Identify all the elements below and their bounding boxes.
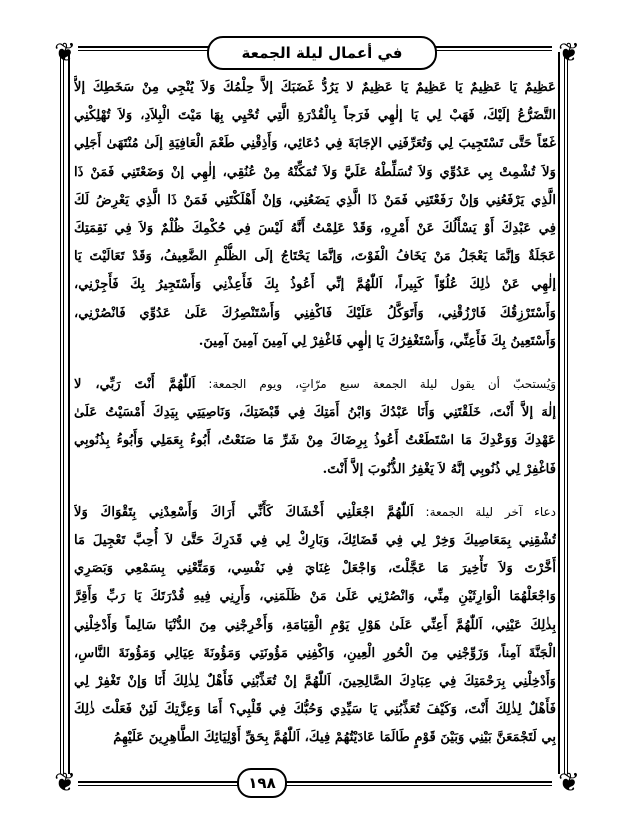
text-line [74, 74, 556, 102]
supplication-text: عَجَلَةٌ وَإنَّمَا يَعْجَلُ مَنْ يَخَافُ الْفَوْتَ، وَإنَّمَا يَحْتَاجُ إلَى الظُّلْمِ الضَّعِيفُ، وَقَدْ تَعَالَيْتَ يَا [74, 249, 556, 265]
supplication-text: الْجَنَّةَ آمِناً، وَزَوِّجْنِي مِنَ الْحُورِ الْعِينِ، وَاكْفِنِي مَؤُونَتِي وَمَؤُونَةَ عِيَالِي وَمَؤُونَةَ النَّاسِ، [74, 645, 556, 661]
frame-inner-right-line [558, 52, 560, 774]
page-number: ١٩٨ [248, 774, 276, 792]
text-line [74, 724, 556, 752]
text-line [74, 498, 556, 527]
paragraph-gap [74, 356, 556, 370]
paragraph-dua-1-continued [74, 74, 556, 356]
page-number-badge [237, 768, 287, 798]
text-line [74, 555, 556, 583]
supplication-text: وَأَسْتَعِينُ بِكَ فَأَعِنِّي، وَأَسْتَغْفِرُكَ يَا إلٰهِي فَاغْفِرْ لِي آمِينَ آمِينَ آمِينَ. [198, 333, 556, 349]
text-line [74, 102, 556, 130]
text-line [74, 159, 556, 187]
frame-inner-left-line [68, 52, 70, 774]
text-line [74, 271, 556, 299]
supplication-text: عَظِيمٌ يَا عَظِيمٌ يَا عَظِيمٌ يَا عَظِيمٌ لا يَرُدُّ غَضَبَكَ إلاَّ حِلْمُكَ وَلاَ يُنْجِي مِنْ سَخَطِكَ إلاَّ [74, 80, 556, 95]
text-line [74, 399, 556, 427]
supplication-text: وَأَسْتَرْزِقُكَ فَارْزُقْنِي، وَأَتَوَكَّلُ عَلَيْكَ فَاكْفِنِي وَأَسْتَنْصِرُكَ عَلَىٰ عَدُوِّي فَانْصُرْنِي، [74, 305, 556, 321]
supplication-text: وَاجْعَلْهُمَا الْوَارِثَيْنِ مِنِّي، وَانْصُرْنِي عَلَىٰ مَنْ ظَلَمَنِي، وَأَرِنِي فِيهِ قُدْرَتَكَ يَا رَبِّ وَأَقِرَّ [74, 589, 556, 605]
text-line [74, 427, 556, 455]
running-header [207, 36, 437, 70]
bottom-border-rule [78, 781, 552, 786]
paragraph-gap [74, 484, 556, 498]
supplication-text: الَّذِي يَرْفَعُنِي وَإنْ رَفَعْتَنِي فَمَنْ ذَا الَّذِي يَضَعُنِي، وَإنْ أَهْلَكْتَنِي فَمَنْ ذَا الَّذِي يَعْرِضُ لَكَ [74, 192, 556, 208]
ornament-corner-icon: ❦ [558, 38, 580, 68]
paragraph-dua-3 [74, 498, 556, 753]
supplication-text: بِي لَتَجْمَعَنَّ بَيْنِي وَبَيْنَ قَوْمٍ طَالَمَا عَادَيْتُهُمْ فِيكَ، اَللّٰهُمَّ بِحَقِّ أَوْلِيَائِكَ الطَّاهِرِينَ عَلَيْهِمُ [113, 730, 556, 746]
supplication-text: اَللّٰهُمَّ اجْعَلْنِي أَخْشَاكَ كَأَنِّي أَرَاكَ وَأَسْعِدْنِي بِتَقْوَاكَ وَلاَ [74, 504, 414, 520]
text-line [74, 527, 556, 555]
supplication-text: فِي عَبْدِكَ أَوْ يَسْأَلُكَ عَنْ أَمْرِهِ، وَقَدْ عَلِمْتُ أَنَّهُ لَيْسَ فِي حُكْمِكَ ظُلْمٌ وَلاَ فِي نَقِمَتِكَ [74, 221, 556, 237]
text-line [74, 215, 556, 243]
text-line [74, 300, 556, 328]
text-line [74, 668, 556, 696]
supplication-text: إلٰهَ إلاَّ أَنْتَ، خَلَقْتَنِي وَأَنَا عَبْدُكَ وَابْنُ أَمَتِكَ فِي قَبْضَتِكَ، وَنَاصِيَتِي بِيَدِكَ أَمْسَيْتُ عَلَىٰ [74, 405, 556, 421]
text-line [74, 187, 556, 215]
narration-text: وَيُستحبّ أن يقول ليلة الجمعة سبع مرّاتٍ، ويوم الجمعة: [195, 377, 556, 392]
supplication-text: بِذٰلِكَ عَيْنِي، اَللّٰهُمَّ أَعِنِّي عَلَىٰ هَوْلِ يَوْمِ الْقِيَامَةِ، وَأَخْرِجْنِي مِنَ الدُّنْيَا سَالِماً وَأَدْخِلْنِي [74, 617, 556, 633]
supplication-text: غَمّاً حَتَّى تَسْتَجِيبَ لِي وَتُعَرِّفَنِي الإجَابَةَ فِي دُعَائِي، وَأَذِقْنِي طَعْمَ الْعَافِيَةِ إلَىٰ مُنْتَهَىٰ أَجَلِي [74, 136, 556, 152]
text-line [74, 612, 556, 640]
ornament-corner-icon: ❦ [54, 768, 76, 798]
text-line [74, 243, 556, 271]
supplication-text: وَأَدْخِلْنِي بِرَحْمَتِكَ فِي عِبَادِكَ الصَّالِحِينَ، اَللّٰهُمَّ إنْ تُعَذِّبْنِي فَأَهْلٌ لِذٰلِكَ أَنَا وَإنْ تَغْفِرْ لِي [74, 674, 556, 690]
page-body [74, 74, 556, 753]
paragraph-dua-2 [74, 370, 556, 484]
supplication-text: عَهْدِكَ وَوَعْدِكَ مَا اسْتَطَعْتُ أَعُوذُ بِرِضَاكَ مِنْ شَرِّ مَا صَنَعْتُ، أَبُوءُ بِعَمَلِي وَأَبُوءُ بِذُنُوبِي [74, 433, 556, 449]
supplication-text: التَّضَرُّعُ إلَيْكَ، فَهَبْ لِي يَا إلٰهِي فَرَجاً بِالْقُدْرَةِ الَّتِي تُحْيِي بِهَا مَيْتَ الْبِلاَدِ، وَلاَ تُهْلِكْنِي [74, 108, 556, 124]
text-line [74, 583, 556, 611]
supplication-text: اَللّٰهُمَّ أَنْتَ رَبِّي، لا [74, 377, 196, 393]
supplication-text: أَخَّرْتَ وَلاَ تَأْخِيرَ مَا عَجَّلْتَ، وَاجْعَلْ غِنَايَ فِي نَفْسِي، وَمَتِّعْنِي بِسَمْعِي وَبَصَرِي [74, 561, 556, 577]
supplication-text: وَلاَ تُشْمِتْ بِي عَدُوِّي وَلاَ تُسَلِّطْهُ عَلَيَّ وَلاَ تُمَكِّنْهُ مِنْ عُنُقِي، إلٰهِي إنْ وَضَعْتَنِي فَمَنْ ذَا [74, 164, 556, 180]
text-line [74, 328, 556, 356]
text-line [74, 640, 556, 668]
text-line [74, 696, 556, 724]
ornament-corner-icon: ❦ [54, 38, 76, 68]
supplication-text: فَأَهْلٌ لِذٰلِكَ أَنْتَ، وَكَيْفَ تُعَذِّبُنِي يَا سَيِّدِي وَحُبُّكَ فِي قَلْبِي؟ أَمَا وَعِزَّتِكَ لَئِنْ فَعَلْتَ ذٰلِكَ [74, 702, 556, 718]
text-line [74, 130, 556, 158]
supplication-text: إلٰهِي عَنْ ذٰلِكَ عُلُوّاً كَبِيراً، اَللّٰهُمَّ إنِّي أَعُوذُ بِكَ فَأَعِذْنِي وَأَسْتَجِيرُ بِكَ فَأَجِرْنِي، [74, 277, 556, 293]
narration-text: دعاء آخر ليلة الجمعة: [413, 504, 556, 519]
text-line [74, 456, 556, 484]
supplication-text: تُشْقِنِي بِمَعَاصِيكَ وَخِرْ لِي فِي قَضَائِكَ، وَبَارِكْ لِي فِي قَدَرِكَ حَتَّىٰ لاَ أُحِبَّ تَعْجِيلَ مَا [74, 533, 556, 549]
supplication-text: فَاغْفِرْ لِي ذُنُوبِي إنَّهُ لاَ يَغْفِرُ الذُّنُوبَ إلاَّ أَنْتَ. [322, 461, 556, 477]
text-line [74, 370, 556, 399]
header-title: في أعمال ليلة الجمعة [241, 44, 403, 62]
ornament-corner-icon: ❦ [558, 768, 580, 798]
